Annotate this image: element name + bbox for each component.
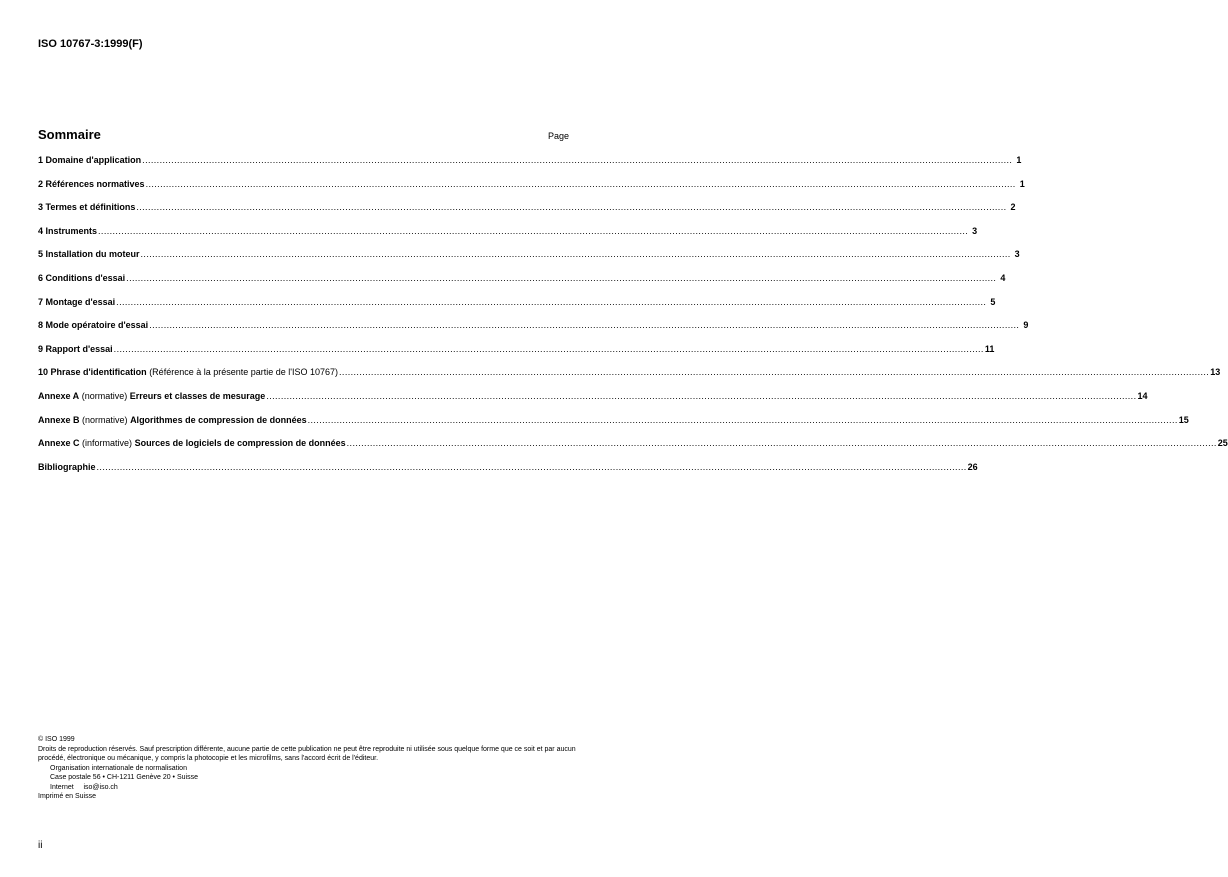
postal-address: Case postale 56 • CH-1211 Genève 20 • Suisse <box>50 774 198 781</box>
toc-dot-leader: ............................................................................................................................................................................................................................................................................................................ <box>266 390 1137 401</box>
toc-entry-page-number: 5 <box>990 296 996 307</box>
toc-entry-qualifier: (normative) <box>81 390 128 401</box>
toc-entry-title <box>38 273 125 283</box>
toc-entry-heading: 7 Montage d'essai <box>38 296 116 307</box>
internet-contact: Internet iso@iso.ch <box>50 783 118 791</box>
toc-entry-heading: 3 Termes et définitions <box>38 202 136 213</box>
toc-entry-title <box>38 320 148 330</box>
toc-dot-leader: ............................................................................................................................................................................................................................................................................................................ <box>149 320 1020 331</box>
toc-entry[interactable] <box>38 155 1022 179</box>
toc-entry-page-number: 11 <box>984 343 995 354</box>
toc-entry-heading: 2 Références normatives <box>38 178 145 189</box>
toc-entry[interactable] <box>38 390 1148 415</box>
toc-entry-heading: 6 Conditions d'essai <box>38 272 126 283</box>
toc-entry[interactable] <box>38 249 1020 273</box>
toc-entry-qualifier: (Référence à la présente partie de l'ISO 10767) <box>149 367 339 378</box>
toc-entry-page-number: 1 <box>1019 178 1025 189</box>
toc-entry-title <box>38 249 140 259</box>
toc-entry[interactable] <box>38 367 1221 391</box>
toc-entry-page-number: 3 <box>1014 249 1020 260</box>
document-id-header: ISO 10767-3:1999(F) <box>38 38 143 50</box>
rights-statement: Droits de reproduction réservés. Sauf prescription différente, aucune partie de cette publication ne peut être reproduite ni utilisée sous quelque forme que ce soit et par aucun procédé, électronique ou mécanique, y compris la photocopie et les microfilms, sans l'accord écrit de l'éditeur. <box>38 745 576 762</box>
printed-in: Imprimé en Suisse <box>38 793 96 800</box>
toc-entry[interactable] <box>38 414 1189 439</box>
toc-entry-title <box>38 297 115 307</box>
toc-entry-subtitle: Algorithmes de compression de données <box>130 414 307 425</box>
toc-header <box>38 127 569 142</box>
toc-entry-heading: 10 Phrase d'identification <box>38 367 147 378</box>
toc-entry-heading: Bibliographie <box>38 461 96 472</box>
toc-entry-page-number: 9 <box>1023 320 1029 331</box>
toc-entry-page-number: 26 <box>967 461 978 472</box>
table-of-contents <box>38 155 1228 485</box>
toc-dot-leader: ............................................................................................................................................................................................................................................................................................................ <box>98 225 969 236</box>
toc-entry-title <box>38 344 113 354</box>
toc-dot-leader: ............................................................................................................................................................................................................................................................................................................ <box>116 296 987 307</box>
toc-entry-title <box>38 438 346 448</box>
toc-dot-leader: ............................................................................................................................................................................................................................................................................................................ <box>145 178 1016 189</box>
toc-entry[interactable] <box>38 272 1006 297</box>
toc-entry-heading: 5 Installation du moteur <box>38 249 140 260</box>
toc-dot-leader: ............................................................................................................................................................................................................................................................................................................ <box>96 461 967 472</box>
toc-dot-leader: ............................................................................................................................................................................................................................................................................................................ <box>113 343 984 354</box>
toc-entry-heading: Annexe C <box>38 438 80 449</box>
toc-entry-heading: 9 Rapport d'essai <box>38 343 113 354</box>
toc-entry-subtitle: Sources de logiciels de compression de données <box>134 438 346 449</box>
page-number: ii <box>38 840 43 851</box>
toc-dot-leader: ............................................................................................................................................................................................................................................................................................................ <box>136 202 1007 213</box>
toc-entry-page-number: 25 <box>1217 438 1228 449</box>
toc-entry-qualifier: (informative) <box>82 438 133 449</box>
toc-entry[interactable] <box>38 320 1029 344</box>
toc-entry[interactable] <box>38 296 996 321</box>
toc-entry-page-number: 2 <box>1010 202 1016 213</box>
toc-entry[interactable] <box>38 343 995 368</box>
toc-entry[interactable] <box>38 438 1228 462</box>
toc-entry-title <box>38 202 135 212</box>
toc-dot-leader: ............................................................................................................................................................................................................................................................................................................ <box>346 438 1217 449</box>
toc-entry-title <box>38 179 145 189</box>
organization-name: Organisation internationale de normalisation <box>50 764 187 772</box>
toc-entry-subtitle: Erreurs et classes de mesurage <box>129 390 266 401</box>
toc-entry-title <box>38 155 141 165</box>
toc-dot-leader: ............................................................................................................................................................................................................................................................................................................ <box>339 367 1210 378</box>
toc-entry-title <box>38 367 338 377</box>
toc-entry[interactable] <box>38 202 1016 226</box>
toc-dot-leader: ............................................................................................................................................................................................................................................................................................................ <box>142 155 1013 165</box>
toc-entry-qualifier: (normative) <box>82 414 128 425</box>
toc-entry-page-number: 1 <box>1016 155 1022 165</box>
toc-entry-page-number: 15 <box>1178 414 1189 425</box>
toc-entry-page-number: 3 <box>972 225 978 236</box>
toc-entry-page-number: 13 <box>1210 367 1221 378</box>
toc-entry-title <box>38 391 265 401</box>
toc-title: Sommaire <box>38 127 101 142</box>
toc-entry-heading: 4 Instruments <box>38 225 98 236</box>
toc-entry-heading: 1 Domaine d'application <box>38 155 142 165</box>
toc-page-column-label: Page <box>547 131 569 141</box>
toc-entry-title <box>38 415 307 425</box>
toc-entry-page-number: 14 <box>1137 390 1148 401</box>
toc-entry-heading: 8 Mode opératoire d'essai <box>38 320 149 331</box>
copyright-line: © ISO 1999 <box>38 736 75 743</box>
toc-entry[interactable] <box>38 225 978 250</box>
toc-entry[interactable] <box>38 178 1025 203</box>
toc-entry-page-number: 4 <box>1000 272 1006 283</box>
toc-entry-title <box>38 462 96 472</box>
toc-entry[interactable] <box>38 461 978 486</box>
toc-dot-leader: ............................................................................................................................................................................................................................................................................................................ <box>307 414 1178 425</box>
toc-dot-leader: ............................................................................................................................................................................................................................................................................................................ <box>126 272 997 283</box>
toc-entry-title <box>38 226 97 236</box>
toc-entry-heading: Annexe A <box>38 390 80 401</box>
toc-entry-heading: Annexe B <box>38 414 80 425</box>
toc-dot-leader: ............................................................................................................................................................................................................................................................................................................ <box>140 249 1011 260</box>
copyright-footer <box>38 735 578 802</box>
